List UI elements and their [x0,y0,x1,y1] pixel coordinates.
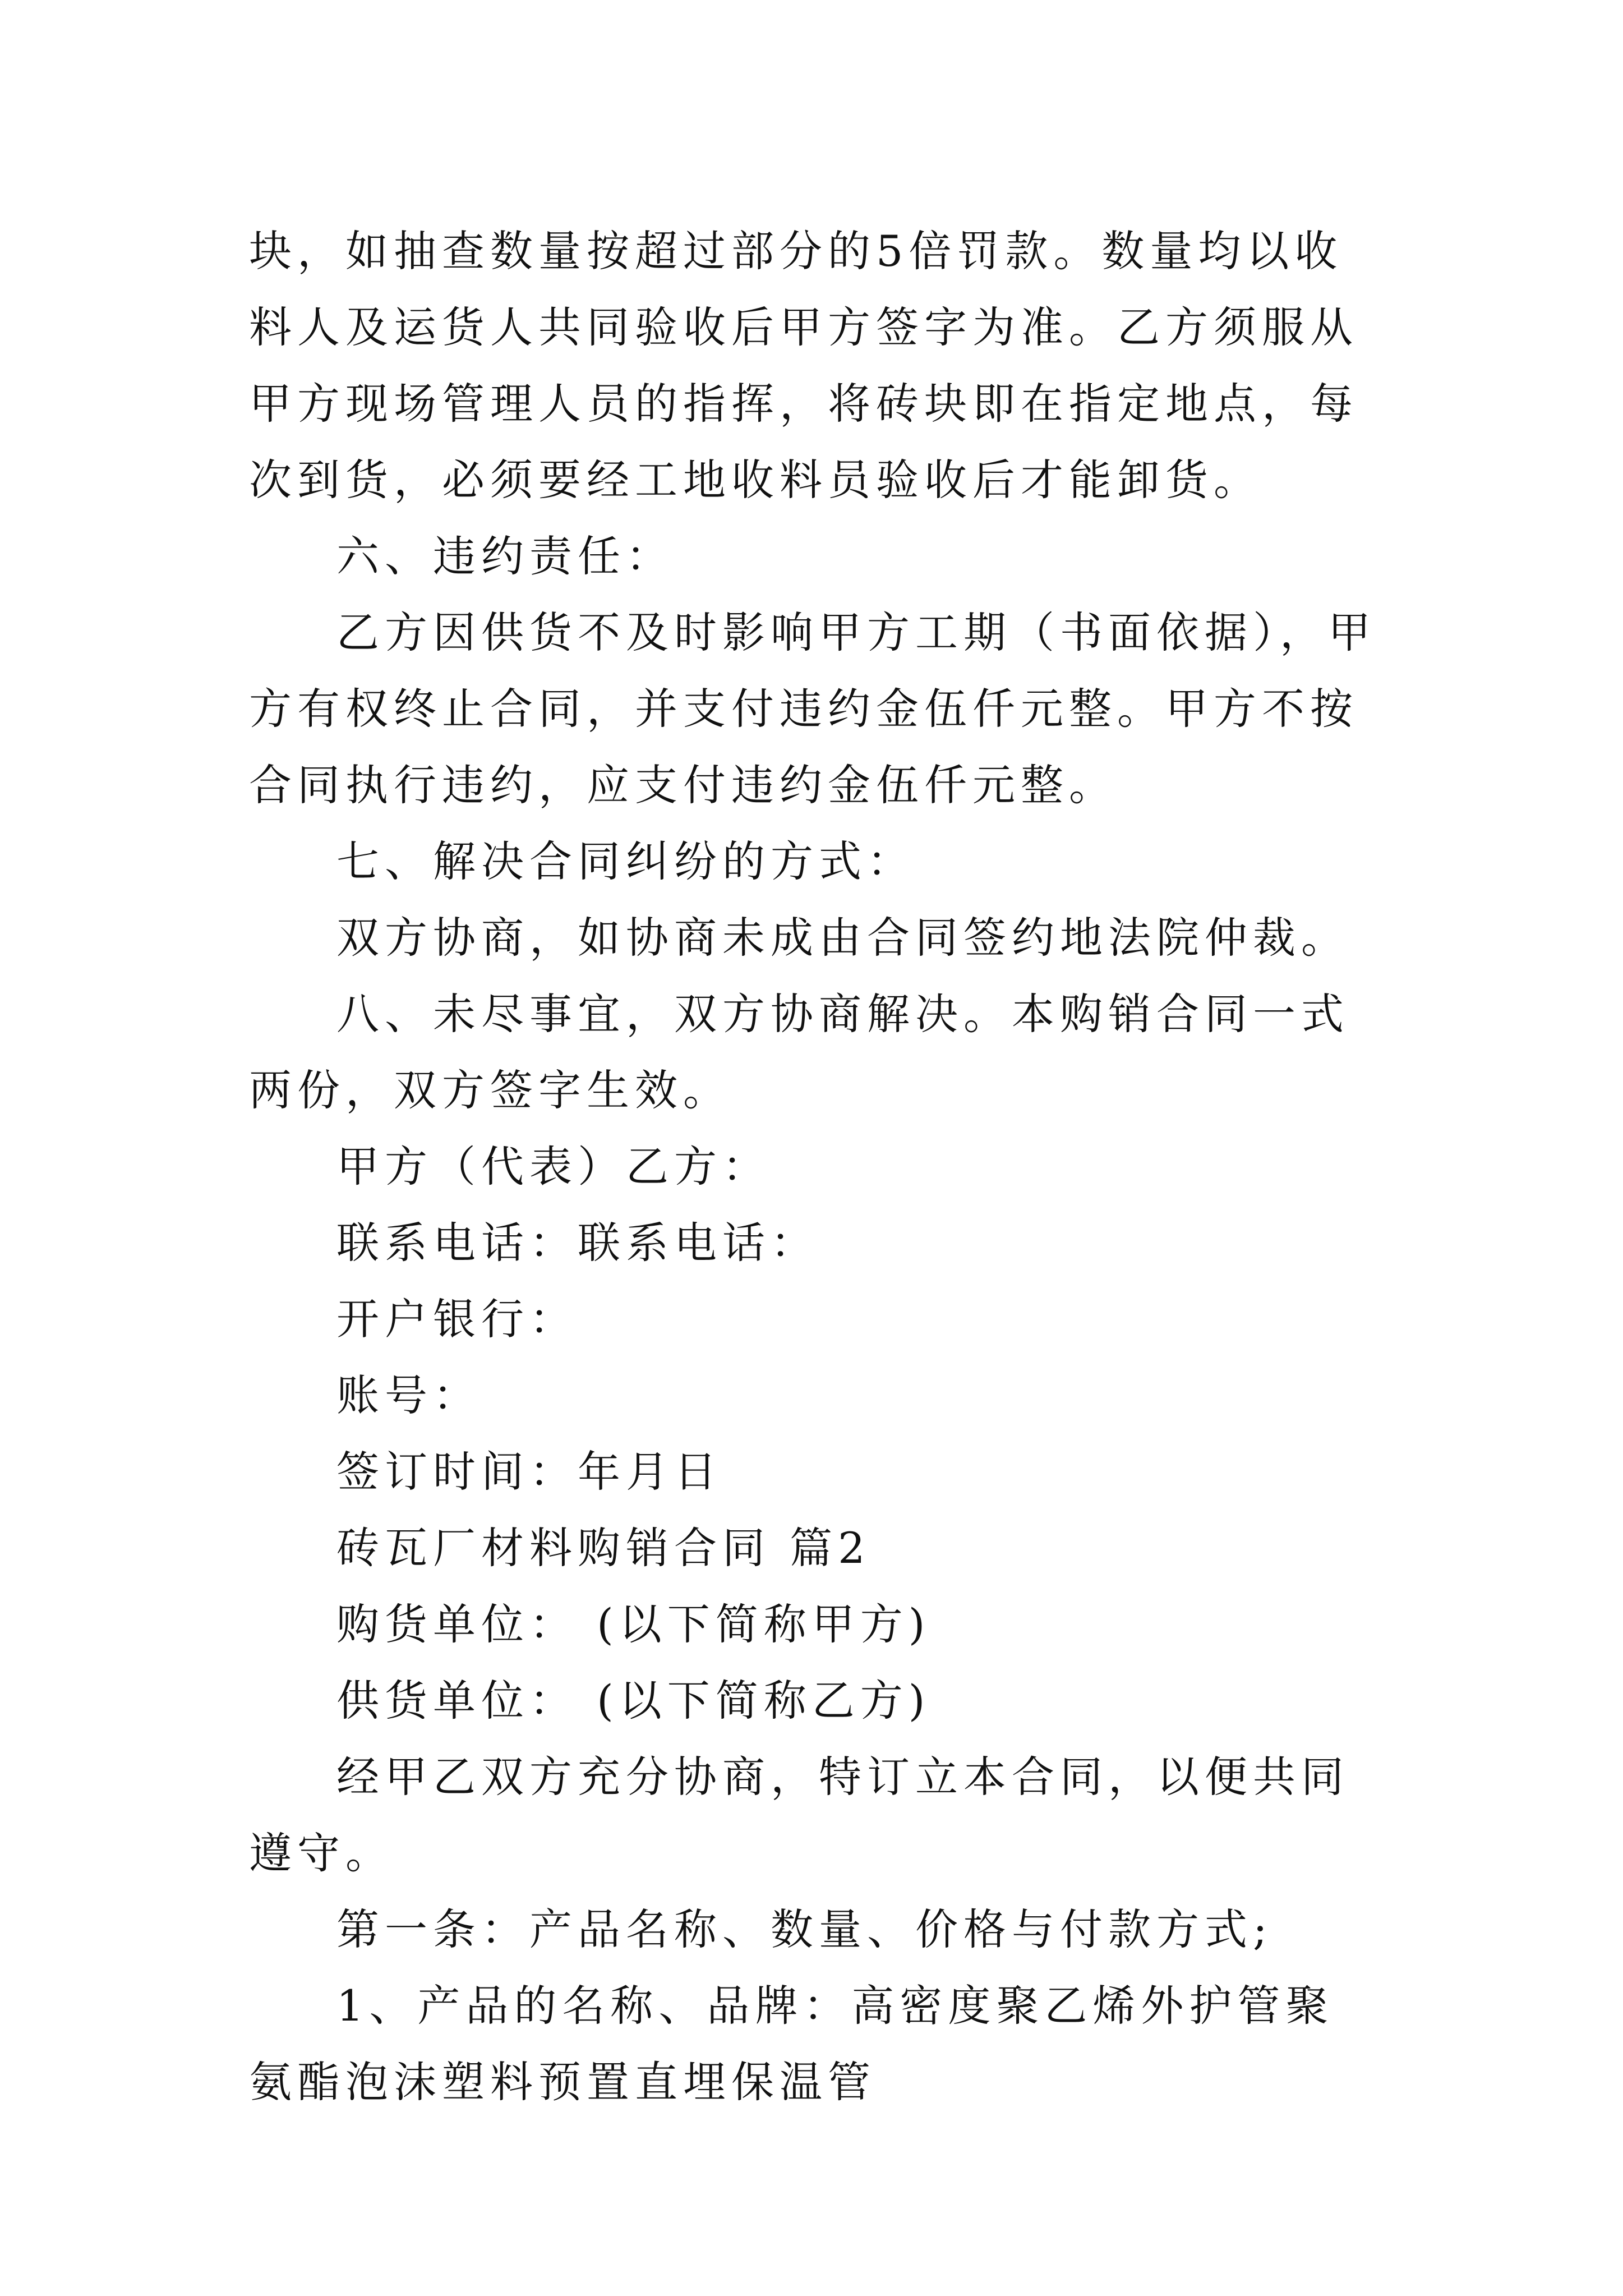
paragraph-other-matters: 八、未尽事宜，双方协商解决。本购销合同一式两份，双方签字生效。 [249,989,1349,1115]
signature-account-line: 账号： [336,1370,481,1420]
section-heading-dispute-resolution: 七、解决合同纠纷的方式： [336,836,915,886]
article-1-heading: 第一条：产品名称、数量、价格与付款方式; [336,1904,1273,1954]
contract-2-title: 砖瓦厂材料购销合同 篇2 [336,1523,871,1573]
paragraph-breach-terms: 乙方因供货不及时影响甲方工期（书面依据），甲方有权终止合同，并支付违约金伍仟元整。甲方不按合同执行违约，应支付违约金伍仟元整。 [249,608,1376,810]
document-body [249,213,1382,2120]
signature-date-line: 签订时间：年月日 [336,1447,722,1497]
signature-phone-line: 联系电话：联系电话： [336,1218,819,1268]
section-heading-breach-liability: 六、违约责任： [336,531,674,581]
buyer-line: 购货单位： (以下简称甲方) [336,1599,931,1649]
signature-party-line: 甲方（代表）乙方： [336,1142,771,1191]
signature-bank-line: 开户银行： [336,1294,578,1344]
article-1-item-1: 1、产品的名称、品牌：高密度聚乙烯外护管聚氨酯泡沫塑料预置直埋保温管 [249,1981,1334,2107]
paragraph-agreement-intro: 经甲乙双方充分协商，特订立本合同，以便共同遵守。 [249,1752,1349,1878]
supplier-line: 供货单位： (以下简称乙方) [336,1676,931,1726]
paragraph-continuation: 块，如抽查数量按超过部分的5倍罚款。数量均以收料人及运货人共同验收后甲方签字为准。乙方须服从甲方现场管理人员的指挥，将砖块即在指定地点，每次到货，必须要经工地收料员验收后才能卸货。 [249,226,1358,505]
paragraph-dispute-terms: 双方协商，如协商未成由合同签约地法院仲裁。 [336,913,1349,963]
